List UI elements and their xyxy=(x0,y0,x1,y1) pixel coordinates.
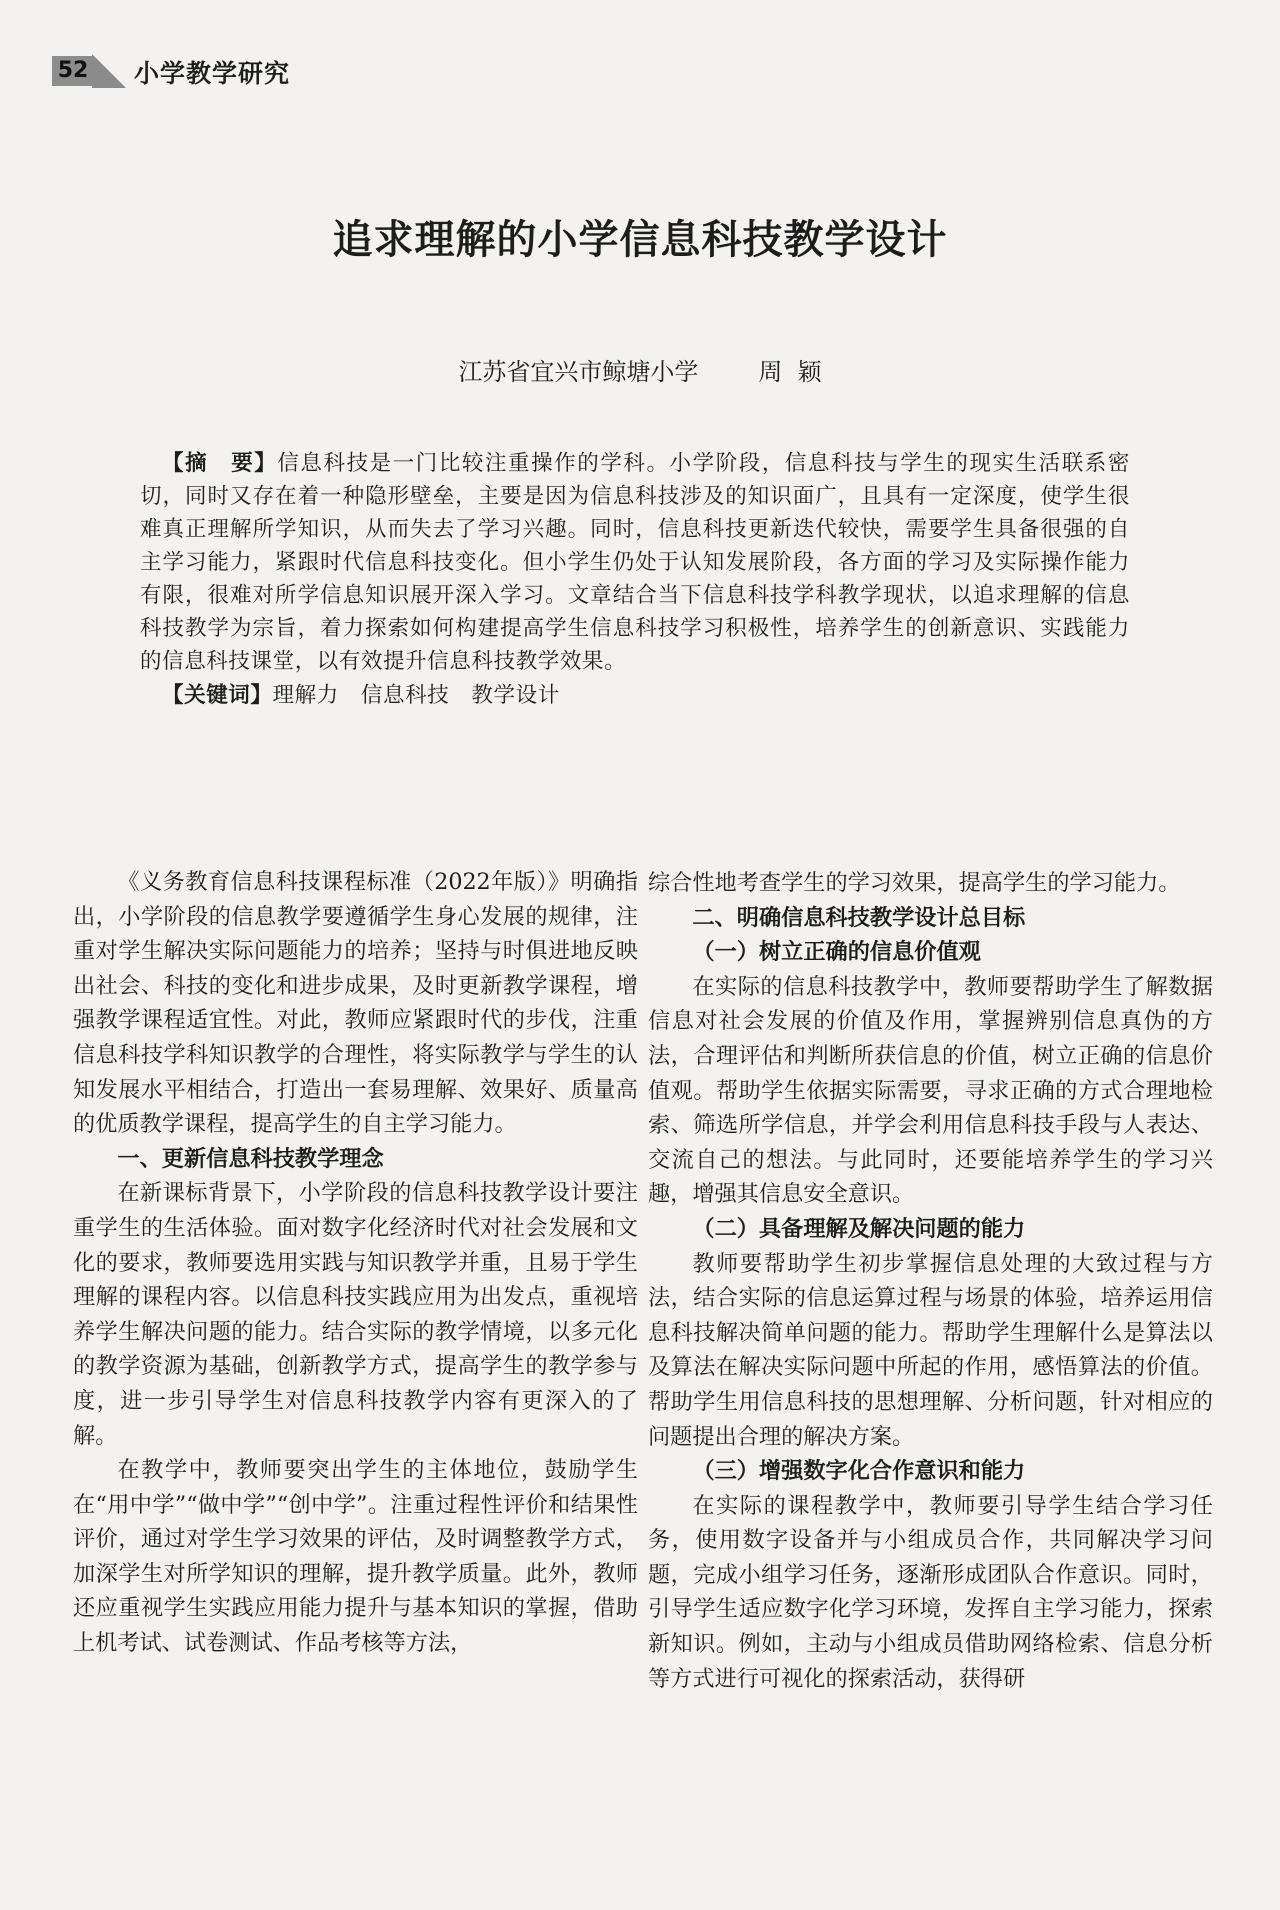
body-paragraph: 综合性地考查学生的学习效果，提高学生的学习能力。 xyxy=(648,870,1181,896)
keywords-label: 【关键词】 xyxy=(162,683,273,708)
article-title: 追求理解的小学信息科技教学设计 xyxy=(332,217,948,263)
subsection-heading: （一）树立正确的信息价值观 xyxy=(692,939,981,966)
body-paragraph: 《义务教育信息科技课程标准（2022年版）》明确指出，小学阶段的信息教学要遵循学生身心发展的规律，注重对学生解决实际问题能力的培养；坚持与时俱进地反映出社会、科技的变化和进步成果，及时更新教学课程，增强教学课程适宜性。对此，教师应紧跟时代的步伐，注重信息科技学科知识教学的合理性，将实际教学与学生的认知发展水平相结合，打造出一套易理解、效果好、质量高的优质教学课程，提高学生的自主学习能力。 xyxy=(73,869,638,1138)
page-number: 52 xyxy=(52,56,94,86)
subsection-heading: （二）具备理解及解决问题的能力 xyxy=(692,1215,1026,1242)
body-paragraph: 在新课标背景下，小学阶段的信息科技教学设计要注重学生的生活体验。面对数字化经济时代对社会发展和文化的要求，教师要选用实践与知识教学并重，且易于学生理解的课程内容。以信息科技实践应用为出发点，重视培养学生解决问题的能力。结合实际的教学情境，以多元化的教学资源为基础，创新教学方式，提高学生的教学参与度，进一步引导学生对信息科技教学内容有更深入的了解。 xyxy=(73,1180,638,1449)
section-heading: 一、更新信息科技教学理念 xyxy=(117,1145,384,1172)
keywords-text: 理解力 信息科技 教学设计 xyxy=(272,683,560,708)
section-heading: 二、明确信息科技教学设计总目标 xyxy=(692,904,1026,931)
body-paragraph: 在实际的信息科技教学中，教师要帮助学生了解数据信息对社会发展的价值及作用，掌握辨别信息真伪的方法，合理评估和判断所获信息的价值，树立正确的信息价值观。帮助学生依据实际需要，寻求正确的方式合理地检索、筛选所学信息，并学会利用信息科技手段与人表达、交流自己的想法。与此同时，还要能培养学生的学习兴趣，增强其信息安全意识。 xyxy=(648,973,1213,1208)
body-right-column xyxy=(648,866,1213,1696)
body-left-column xyxy=(73,865,638,1661)
body-paragraph: 在实际的课程教学中，教师要引导学生结合学习任务，使用数字设备并与小组成员合作，共同解决学习问题，完成小组学习任务，逐渐形成团队合作意识。同时，引导学生适应数字化学习环境，发挥自主学习能力，探索新知识。例如，主动与小组成员借助网络检索、信息分析等方式进行可视化的探索活动，获得研 xyxy=(648,1492,1213,1692)
keywords-paragraph xyxy=(140,679,1130,712)
header-decoration xyxy=(92,54,126,88)
subsection-heading: （三）增强数字化合作意识和能力 xyxy=(692,1458,1026,1485)
body-paragraph: 在教学中，教师要突出学生的主体地位，鼓励学生在“用中学”“做中学”“创中学”。注重过程性评价和结果性评价，通过对学生学习效果的评估，及时调整教学方式，加深学生对所学知识的理解，提升教学质量。此外，教师还应重视学生实践应用能力提升与基本知识的掌握，借助上机考试、试卷测试、作品考核等方法， xyxy=(73,1457,638,1657)
author-affiliation: 江苏省宜兴市鲸塘小学 xyxy=(458,358,699,386)
abstract-text: 信息科技是一门比较注重操作的学科。小学阶段，信息科技与学生的现实生活联系密切，同时又存在着一种隐形壁垒，主要是因为信息科技涉及的知识面广，且具有一定深度，使学生很难真正理解所学知识，从而失去了学习兴趣。同时，信息科技更新迭代较快，需要学生具备很强的自主学习能力，紧跟时代信息科技变化。但小学生仍处于认知发展阶段，各方面的学习及实际操作能力有限，很难对所学信息知识展开深入学习。文章结合当下信息科技学科教学现状，以追求理解的信息科技教学为宗旨，着力探索如何构建提高学生信息科技学习积极性，培养学生的创新意识、实践能力的信息科技课堂，以有效提升信息科技教学效果。 xyxy=(140,451,1130,674)
abstract-block xyxy=(140,447,1130,712)
body-paragraph: 教师要帮助学生初步掌握信息处理的大致过程与方法，结合实际的信息运算过程与场景的体验，培养运用信息科技解决简单问题的能力。帮助学生理解什么是算法以及算法在解决实际问题中所起的作用，感悟算法的价值。帮助学生用信息科技的思想理解、分析问题，针对相应的问题提出合理的解决方案。 xyxy=(648,1250,1213,1450)
running-header xyxy=(52,50,352,96)
journal-name: 小学教学研究 xyxy=(134,59,291,88)
abstract-label: 【摘 要】 xyxy=(162,451,278,476)
author-line xyxy=(0,352,1280,387)
author-name: 周 颖 xyxy=(758,358,822,386)
abstract-paragraph xyxy=(140,447,1130,678)
